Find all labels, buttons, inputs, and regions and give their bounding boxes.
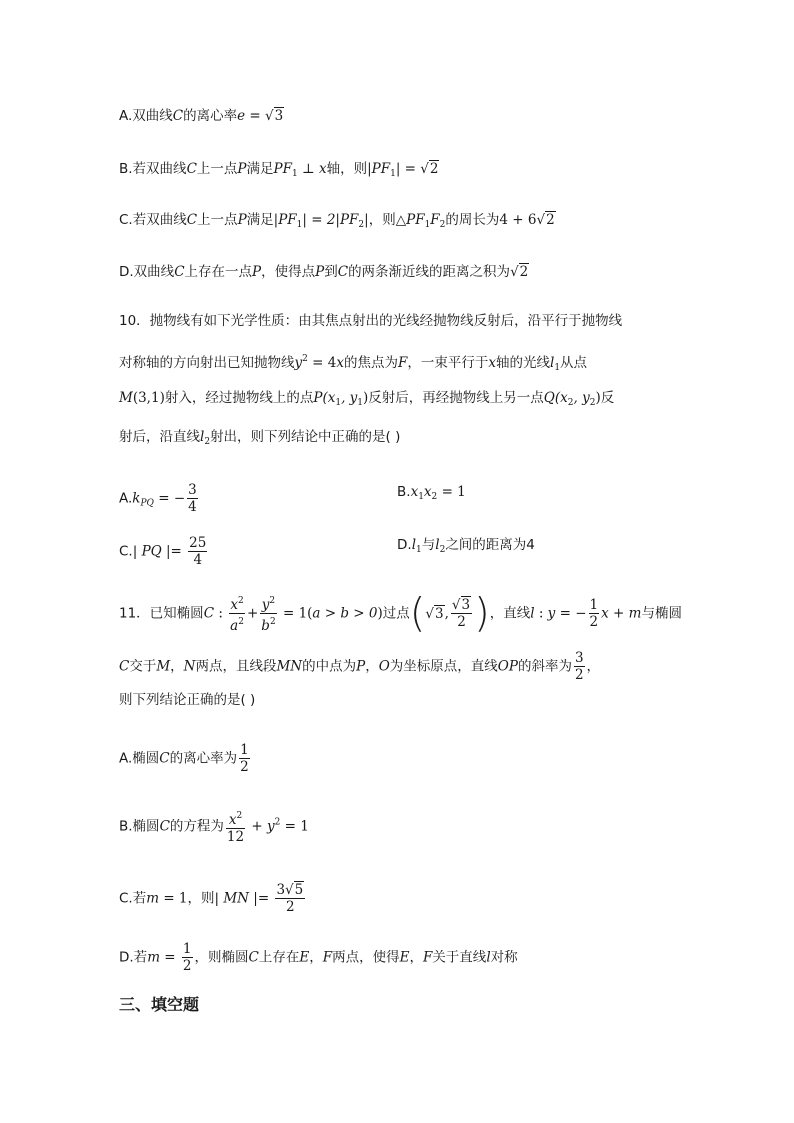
text: 上存在一点 [184,264,253,280]
math-op: = [245,108,266,124]
math-var: C [248,949,259,966]
math-var: P [237,212,247,228]
text: C.若双曲线 [119,212,187,228]
superscript: 2 [274,817,281,828]
math-var: P [315,264,325,280]
math-op: |= [161,543,187,560]
math-op: = [160,949,180,966]
subscript: 1 [357,398,364,408]
math-op: = 1( [278,605,313,622]
math-var: C [172,108,184,124]
math-var: O [378,658,390,675]
math-var: M [156,658,171,675]
text: 上一点 [197,212,238,228]
q11-option-b [119,808,309,845]
math-var: C [203,605,215,622]
math-var: P [237,161,247,177]
numerator: 25 [189,535,207,551]
numerator: 3 [188,482,197,498]
subscript: 2 [439,545,446,555]
text: D. [397,537,412,553]
text: C.若 [119,890,147,907]
math-op: = − [555,605,587,622]
q10-option-a [119,482,200,515]
section-heading: 三、填空题 [119,995,200,1014]
math-op: + [247,818,267,835]
math-var: e [237,108,246,124]
text: 上一点 [196,161,238,177]
text: 对称轴的方向射出已知抛物线 [119,355,295,371]
math-op: + [608,605,629,622]
radicand: 3 [461,597,471,613]
math-var: |PF [367,161,391,177]
q10-stem-line2 [119,349,587,378]
math-op: ) [363,390,369,406]
math-var: MN [276,658,303,675]
numerator: y [261,597,270,613]
math-var: P [252,264,262,280]
math-expr: a > b > 0 [312,605,378,622]
text: 满足 [246,161,274,177]
math-op: = 1 [437,484,466,500]
math-var: E [299,949,310,966]
q10-stem-line4 [119,427,400,452]
math-var: C [337,264,349,280]
math-var: x [336,355,344,371]
q11-option-d [119,941,518,974]
math-var: y [294,355,303,371]
text: B. [397,484,411,500]
math-var: m [147,949,160,966]
sqrt: √3 [265,108,284,124]
q10-option-b [397,482,466,507]
subscript: 1 [416,545,422,555]
subscript: 1 [390,169,396,179]
denominator: 12 [226,829,245,845]
subscript: 1 [296,220,303,230]
text: 的中点为 [302,658,357,675]
math-var: P [313,390,323,406]
subscript: 2 [567,398,574,408]
q11-stem-line3: 则下列结论正确的是( ) [119,692,256,708]
text: 交于 [129,658,157,675]
text: 反 [600,390,615,406]
math-var: (x [322,390,336,406]
math-var: l [435,537,440,553]
text: 的焦点为 [343,355,398,371]
math-op: ) [377,605,383,622]
fraction: $\frac{3√5}{2}$ [276,882,304,915]
paren: ( [409,590,426,637]
subscript: 1 [335,398,342,408]
text: 11．已知椭圆 [119,605,204,622]
sqrt: √2 [420,161,439,177]
numerator: 3 [276,882,286,898]
denominator: 2 [182,958,192,974]
superscript: 2 [238,617,244,627]
math-op: |= [249,890,274,907]
numerator: 1 [589,597,599,613]
math-var: F [397,355,408,371]
text: ， [409,949,423,966]
superscript: 2 [302,354,308,364]
fraction [226,808,245,845]
denominator: 4 [188,499,197,515]
math-var: l [200,429,205,445]
math-var: x [410,484,419,500]
math-var: y [547,605,556,622]
math-var: k [132,490,141,507]
math-var: PF [406,212,425,228]
text: 关于直线 [432,949,487,966]
math-op: + [246,605,259,622]
radicand: 2 [519,264,529,280]
text: 上存在 [258,949,300,966]
text: 两点，且线段 [195,658,277,675]
fraction [589,597,600,630]
text: ， [309,949,323,966]
radicand: 3 [435,605,444,622]
fraction [187,482,198,515]
math-var: l [530,605,535,622]
math-expr: 4 + 6 [499,212,537,228]
math-op: = 1 [159,890,188,907]
math-var: C [174,264,185,280]
radicand: 3 [274,108,284,124]
subscript: 1 [291,169,298,179]
denominator: a [230,618,239,634]
q9-option-b [119,159,439,184]
math-var: l [549,355,555,371]
fraction [182,941,193,974]
denominator: 2 [451,613,472,630]
math-var: x [423,484,432,500]
math-var: y [267,818,275,835]
math-op: | [364,212,369,228]
text: ，一束平行于 [407,355,489,371]
text: 之间的距离为4 [445,537,535,553]
math-var: F [430,212,440,228]
math-var: |PF [273,212,297,228]
text: 的离心率为 [169,750,238,767]
math-expr: (3,1) [132,390,165,406]
math-op: | = [395,161,421,177]
math-var: PF [273,161,292,177]
text: ，直线 [489,605,531,622]
fraction [229,593,245,634]
superscript: 2 [269,596,276,606]
fraction [260,593,276,634]
text: A.双曲线 [119,108,173,124]
denominator: 2 [589,614,599,630]
subscript: 2 [439,220,446,230]
text: ，则| [187,890,224,907]
denominator: 2 [574,667,584,683]
text: 的离心率 [183,108,238,124]
q11-stem-line1 [119,590,682,637]
text: D.若 [119,949,148,966]
denominator: 2 [275,898,305,915]
subscript: 2 [204,437,211,447]
text: 为坐标原点，直线 [389,658,498,675]
radicand: 5 [294,882,304,898]
text: 射出，则下列结论中正确的是( ) [210,429,401,445]
text: ， [365,658,379,675]
math-var: C [186,161,197,177]
math-var: E [399,949,410,966]
math-var: Q [543,390,555,406]
sqrt: √2 [536,212,555,228]
math-var: C [159,818,170,835]
q10-option-c [119,535,209,568]
math-var: x [601,605,609,622]
text: 与椭圆 [641,605,682,622]
math-var: OP [497,658,518,675]
numerator: 1 [182,941,192,957]
text: 的方程为 [169,818,224,835]
math-var: MN [223,890,249,907]
math-var: M [119,390,133,406]
superscript: 2 [269,617,276,627]
text: 的周长为 [445,212,500,228]
q9-option-c [119,210,556,235]
fraction: $\frac{√3}{2}$ [451,597,471,630]
q10-stem-line3 [119,388,614,413]
math-var: x [318,161,327,177]
subscript: PQ [140,498,154,509]
q11-option-c [119,882,307,915]
math-var: l [486,949,491,966]
text: ， [170,658,184,675]
text: 过点 [382,605,410,622]
q10-stem-line1: 10．抛物线有如下光学性质：由其焦点射出的光线经抛物线反射后，沿平行于抛物线 [119,313,623,329]
fraction [188,535,207,568]
math-var: , y [573,390,590,406]
text: A.椭圆 [119,750,160,767]
text: 满足 [246,212,274,228]
text: 到 [324,264,338,280]
denominator: b [261,618,270,634]
text: 对称 [490,949,518,966]
text: 的斜率为 [517,658,572,675]
radicand: 2 [546,212,555,228]
math-var: x [488,355,496,371]
math-var: l [411,537,417,553]
sqrt: √3 [425,605,444,622]
math-op: : [534,605,548,622]
text: D.双曲线 [119,264,175,280]
text: 轴，则 [326,161,368,177]
math-var: C [159,750,170,767]
math-var: C [119,658,130,675]
q11-option-a [119,742,252,775]
numerator: x [228,812,237,828]
text: 的两条渐近线的距离之积为 [348,264,511,280]
q9-option-d [119,262,529,282]
text: ，使得点 [261,264,316,280]
subscript: 2 [431,492,438,502]
math-op: ) [595,390,601,406]
text: ， [586,658,601,675]
math-var: C [186,212,198,228]
text: B.椭圆 [119,818,160,835]
math-var: m [628,605,642,622]
math-var: | = 2|PF [302,212,359,228]
q11-stem-line2 [119,650,600,683]
text: 从点 [560,355,588,371]
fraction [239,742,250,775]
math-var: N [183,658,196,675]
text: 射后，沿直线 [119,429,200,445]
text: 反射后，再经抛物线上另一点 [368,390,544,406]
text: 两点，使得 [332,949,400,966]
math-op: , [444,605,449,622]
math-op: = − [153,490,186,507]
math-var: (x [554,390,568,406]
text: C.| [119,543,142,560]
math-var: m [146,890,160,907]
math-var: F [322,949,333,966]
subscript: 1 [418,492,424,502]
q9-option-a [119,106,284,126]
text: A. [119,490,133,507]
text: 射入，经过抛物线上的点 [164,390,314,406]
subscript: 1 [554,363,561,373]
superscript: 2 [238,596,244,606]
denominator: 4 [188,551,207,568]
subscript: 2 [358,220,365,230]
superscript: 2 [236,811,243,821]
subscript: 2 [589,398,596,408]
text: 与 [421,537,436,553]
math-var: , y [341,390,358,406]
subscript: 1 [424,220,431,230]
math-var: PQ [141,543,162,560]
math-op: = 1 [280,818,309,835]
math-var: F [422,949,433,966]
text: 轴的光线 [495,355,550,371]
math-var: P [356,658,366,675]
q10-option-d [397,535,535,560]
numerator: x [230,597,239,613]
text: ，则椭圆 [194,949,249,966]
sqrt: √2 [510,264,529,280]
radicand: 2 [429,161,439,177]
numerator: 3 [574,650,584,666]
text: B.若双曲线 [119,161,187,177]
math-op: : [214,605,228,622]
text: ，则△ [368,212,407,228]
math-op: ⊥ [297,161,319,177]
numerator: 1 [240,742,249,758]
paren: ) [474,590,490,637]
math-op: = 4 [307,355,337,371]
denominator: 2 [240,759,249,775]
fraction [574,650,585,683]
